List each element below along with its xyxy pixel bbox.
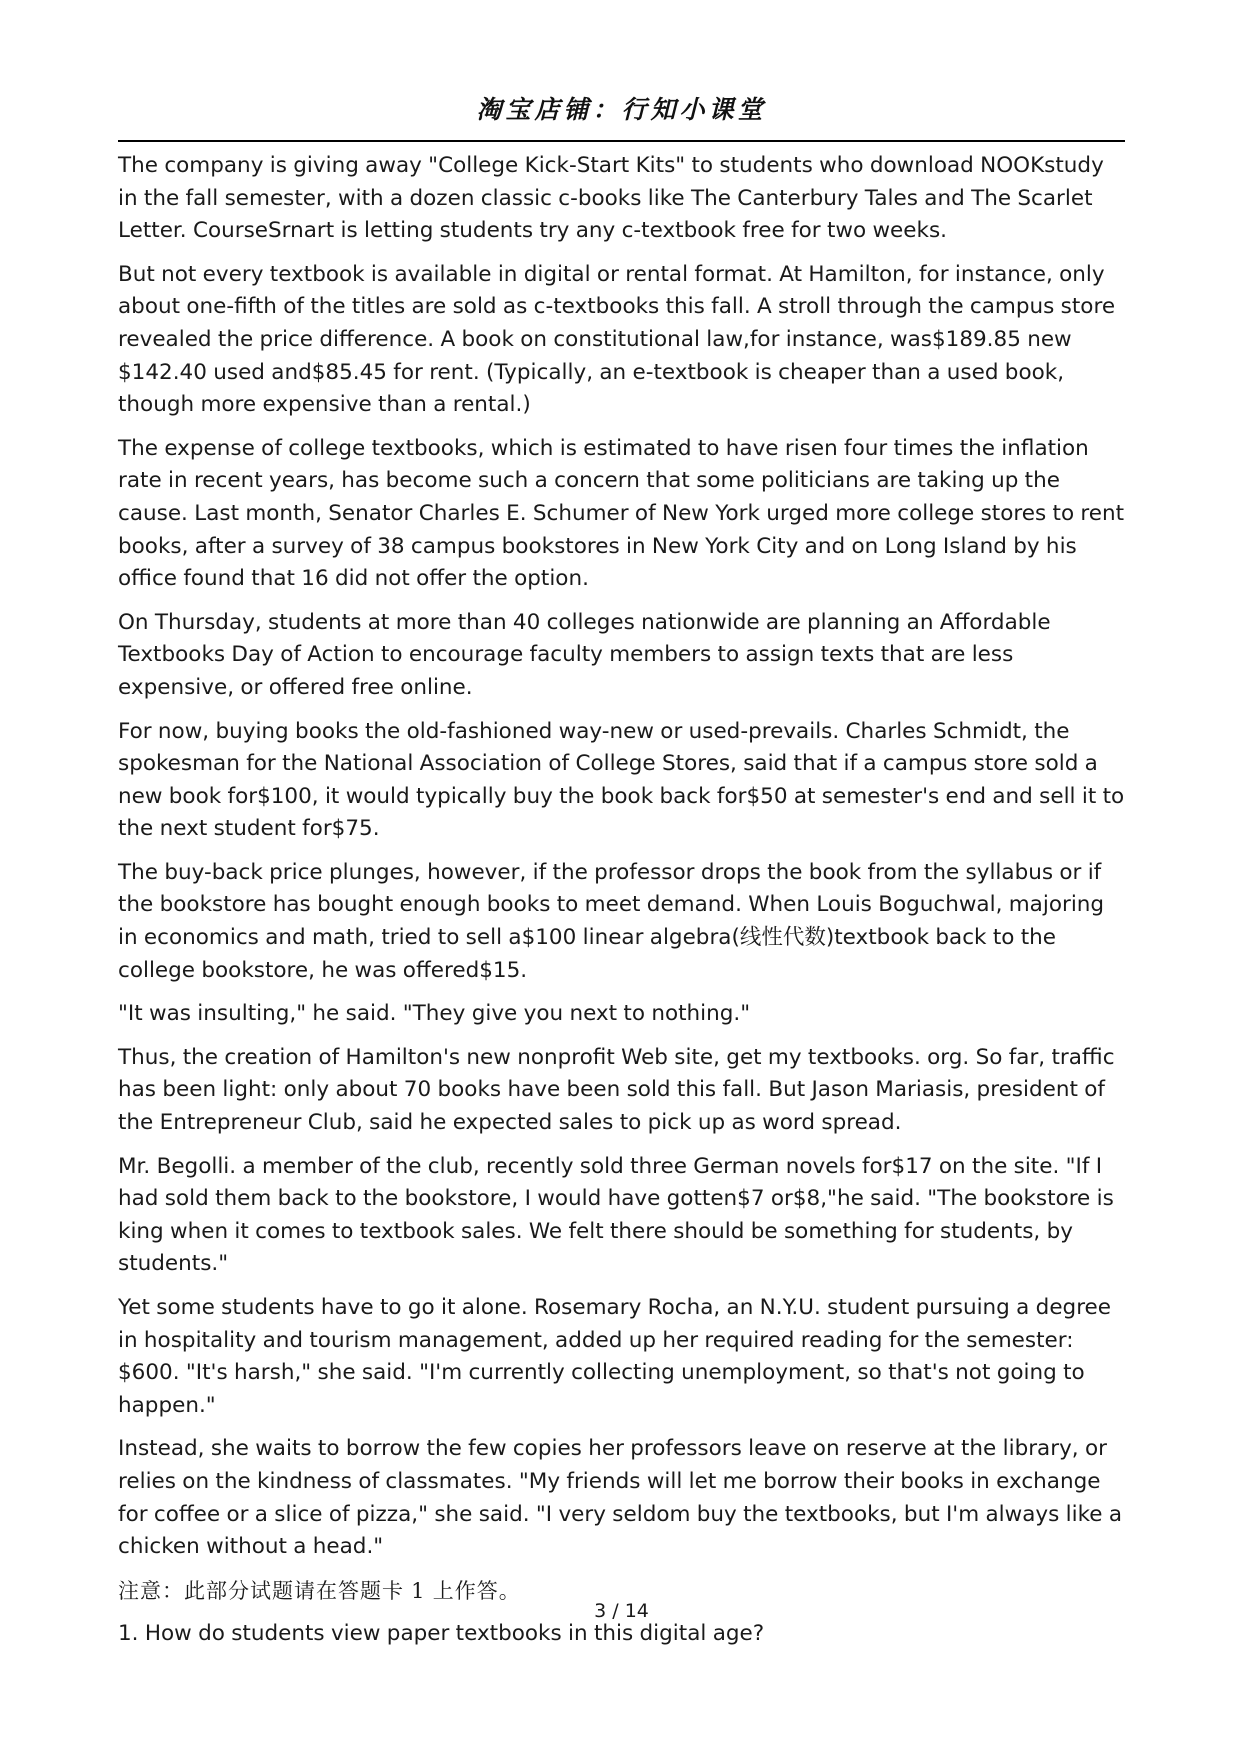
paragraph: On Thursday, students at more than 40 colleges nationwide are planning an Affordable Textbooks Day of Action to encourage faculty members to assign texts that are less expensive, or offered free online.	[118, 609, 1051, 700]
article-body	[118, 150, 1125, 1662]
paragraph: Yet some students have to go it alone. Rosemary Rocha, an N.Y.U. student pursuing a degree in hospitality and tourism management, added up her required reading for the semester: $600. "It's harsh," she said. "I'm currently collecting unemployment, so that's not going to happen."	[118, 1295, 1112, 1418]
page-header-title: 淘宝店铺：行知小课堂	[476, 95, 767, 124]
paragraph: The buy-back price plunges, however, if the professor drops the book from the syllabus or if the bookstore has bought enough books to meet demand. When Louis Boguchwal, majoring in economics and math, tried to sell a$100 linear algebra(线性代数)textbook back to the college bookstore, he was offered$15.	[118, 859, 1105, 983]
paragraph: For now, buying books the old-fashioned way-new or used-prevails. Charles Schmidt, the spokesman for the National Association of College Stores, said that if a campus store sold a new book for$100, it would typically buy the book back for$50 at semester's end and sell it to the next student for$75.	[118, 718, 1125, 842]
answer-sheet-note: 注意：此部分试题请在答题卡 1 上作答。	[118, 1578, 521, 1603]
page-number: 3 / 14	[594, 1600, 649, 1622]
paragraph: Instead, she waits to borrow the few copies her professors leave on reserve at the library, or relies on the kindness of classmates. "My friends will let me borrow their books in exchange for coffee or a slice of pizza," she said. "I very seldom buy the textbooks, but I'm always like a chicken without a head."	[118, 1436, 1123, 1560]
paragraph: The company is giving away "College Kick-Start Kits" to students who download NOOKstudy in the fall semester, with a dozen classic c-books like The Canterbury Tales and The Scarlet Letter. CourseSrnart is letting students try any c-textbook free for two weeks.	[118, 153, 1104, 244]
header-divider	[118, 140, 1125, 142]
question-1: 1. How do students view paper textbooks in this digital age?	[118, 1621, 765, 1647]
paragraph: The expense of college textbooks, which is estimated to have risen four times the inflation rate in recent years, has become such a concern that some politicians are taking up the cause. Last month, Senator Charles E. Schumer of New York urged more college stores to rent books, after a survey of 38 campus bookstores in New York City and on Long Island by his office found that 16 did not offer the option.	[118, 435, 1125, 592]
paragraph: Thus, the creation of Hamilton's new nonprofit Web site, get my textbooks. org. So far, traffic has been light: only about 70 books have been sold this fall. But Jason Mariasis, president of the Entrepreneur Club, said he expected sales to pick up as word spread.	[118, 1044, 1115, 1136]
paragraph: "It was insulting," he said. "They give you next to nothing."	[118, 1001, 751, 1027]
paragraph: Mr. Begolli. a member of the club, recently sold three German novels for$17 on the site. "If I had sold them back to the bookstore, I would have gotten$7 or$8,"he said. "The bookstore is king when it comes to textbook sales. We felt there should be something for students, by students."	[118, 1153, 1114, 1277]
paragraph: But not every textbook is available in digital or rental format. At Hamilton, for instance, only about one-fifth of the titles are sold as c-textbooks this fall. A stroll through the campus store revealed the price difference. A book on constitutional law,for instance, was$189.85 new $142.40 used and$85.45 for rent. (Typically, an e-textbook is cheaper than a used book, though more expensive than a rental.)	[118, 261, 1116, 418]
